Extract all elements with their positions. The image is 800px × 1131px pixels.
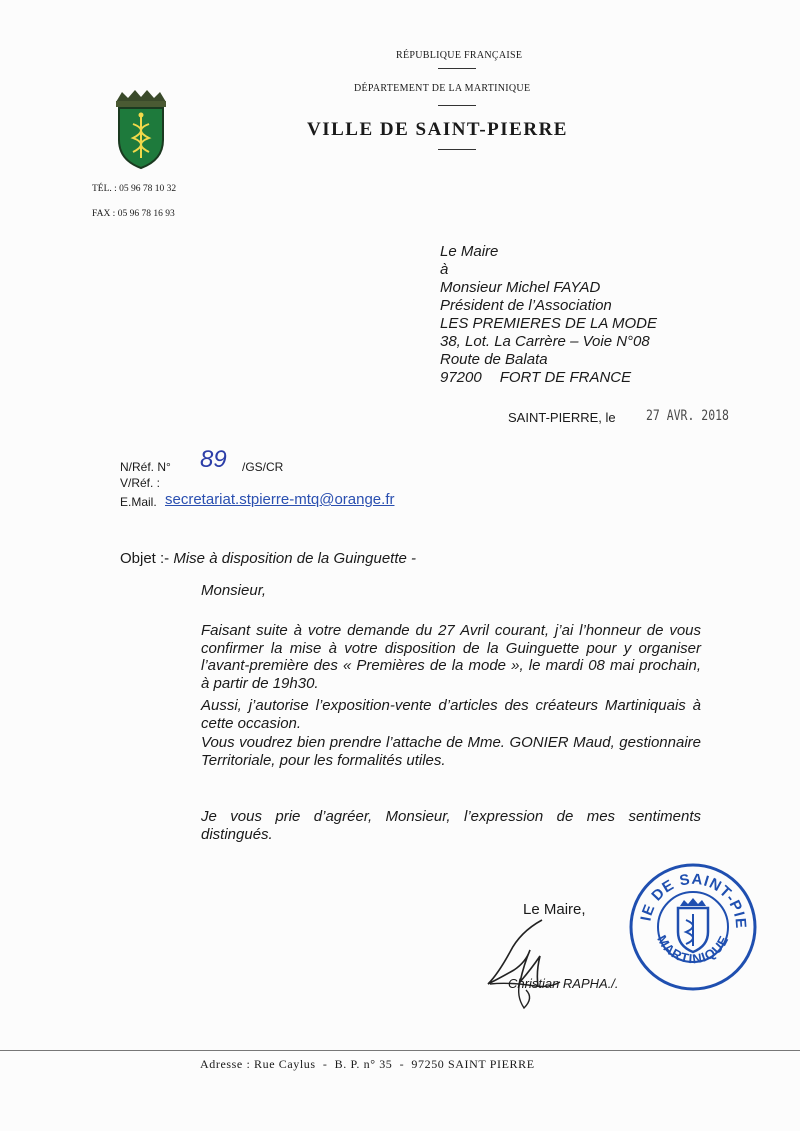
recipient-postcode: 97200: [440, 369, 482, 386]
header-divider: [438, 149, 476, 150]
stamp-top-text: IE DE SAINT-PIE: [637, 870, 750, 930]
header-divider: [438, 68, 476, 69]
official-stamp-icon: [628, 862, 758, 992]
email-label: E.Mail.: [120, 495, 157, 509]
date-place: SAINT-PIERRE, le: [508, 410, 616, 425]
city-title: VILLE DE SAINT-PIERRE: [307, 119, 568, 140]
nref-number: 89: [200, 446, 227, 473]
subject-label: Objet :-: [120, 550, 170, 567]
recipient-role: Président de l’Association: [440, 297, 612, 314]
subject-text: Mise à disposition de la Guinguette -: [173, 550, 416, 567]
paragraph-1-text: Faisant suite à votre demande du 27 Avril courant, j’ai l’honneur de vous confirmer la mise à votre disposition de la Guinguette pour y organiser l’avant-première des « Premières de la mode », le mardi 08 mai prochain, à partir de 19h30.: [201, 622, 701, 692]
fax: FAX : 05 96 78 16 93: [92, 209, 175, 219]
telephone: TÉL. : 05 96 78 10 32: [92, 184, 177, 194]
department-label: DÉPARTEMENT DE LA MARTINIQUE: [354, 83, 531, 94]
coat-of-arms-icon: [108, 88, 174, 170]
nref-suffix: /GS/CR: [242, 460, 284, 474]
signature-title: Le Maire,: [523, 901, 586, 918]
paragraph-3: Vous voudrez bien prendre l’attache de Mme. GONIER Maud, gestionnaire Territoriale, pour les formalités utiles.: [201, 734, 701, 769]
recipient-city-line: [440, 369, 657, 387]
header-divider: [438, 105, 476, 106]
stamp-bottom-text: MARTINIQUE: [654, 932, 732, 967]
footer-address: Adresse : Rue Caylus - B. P. n° 35 - 97250 SAINT PIERRE: [200, 1057, 535, 1071]
email-link[interactable]: secretariat.stpierre-mtq@orange.fr: [165, 491, 395, 508]
closing-formula: Je vous prie d’agréer, Monsieur, l’expression de mes sentiments distingués.: [201, 808, 701, 843]
footer-divider: [0, 1050, 800, 1051]
signatory-name: Christian RAPHA./.: [508, 976, 619, 991]
recipient-street: 38, Lot. La Carrère – Voie N°08: [440, 333, 650, 350]
republic-label: RÉPUBLIQUE FRANÇAISE: [396, 50, 523, 61]
recipient-road: Route de Balata: [440, 351, 548, 368]
date-stamp: 27 AVR. 2018: [646, 408, 729, 424]
subject-line: [120, 550, 416, 567]
recipient-block: [440, 243, 657, 387]
paragraph-2: Aussi, j’autorise l’exposition-vente d’articles des créateurs Martiniquais à cette occasion.: [201, 697, 701, 732]
vref-label: V/Réf. :: [120, 476, 161, 490]
sender-title: Le Maire: [440, 243, 499, 260]
recipient-city: FORT DE FRANCE: [499, 369, 632, 386]
recipient-org: LES PREMIERES DE LA MODE: [440, 315, 658, 332]
recipient-name: Monsieur Michel FAYAD: [440, 279, 601, 296]
salutation: Monsieur,: [201, 582, 267, 599]
handwritten-signature-icon: [480, 912, 570, 1012]
paragraph-1: [201, 622, 701, 692]
nref-label: N/Réf. N°: [120, 460, 171, 474]
to-word: à: [440, 261, 449, 278]
